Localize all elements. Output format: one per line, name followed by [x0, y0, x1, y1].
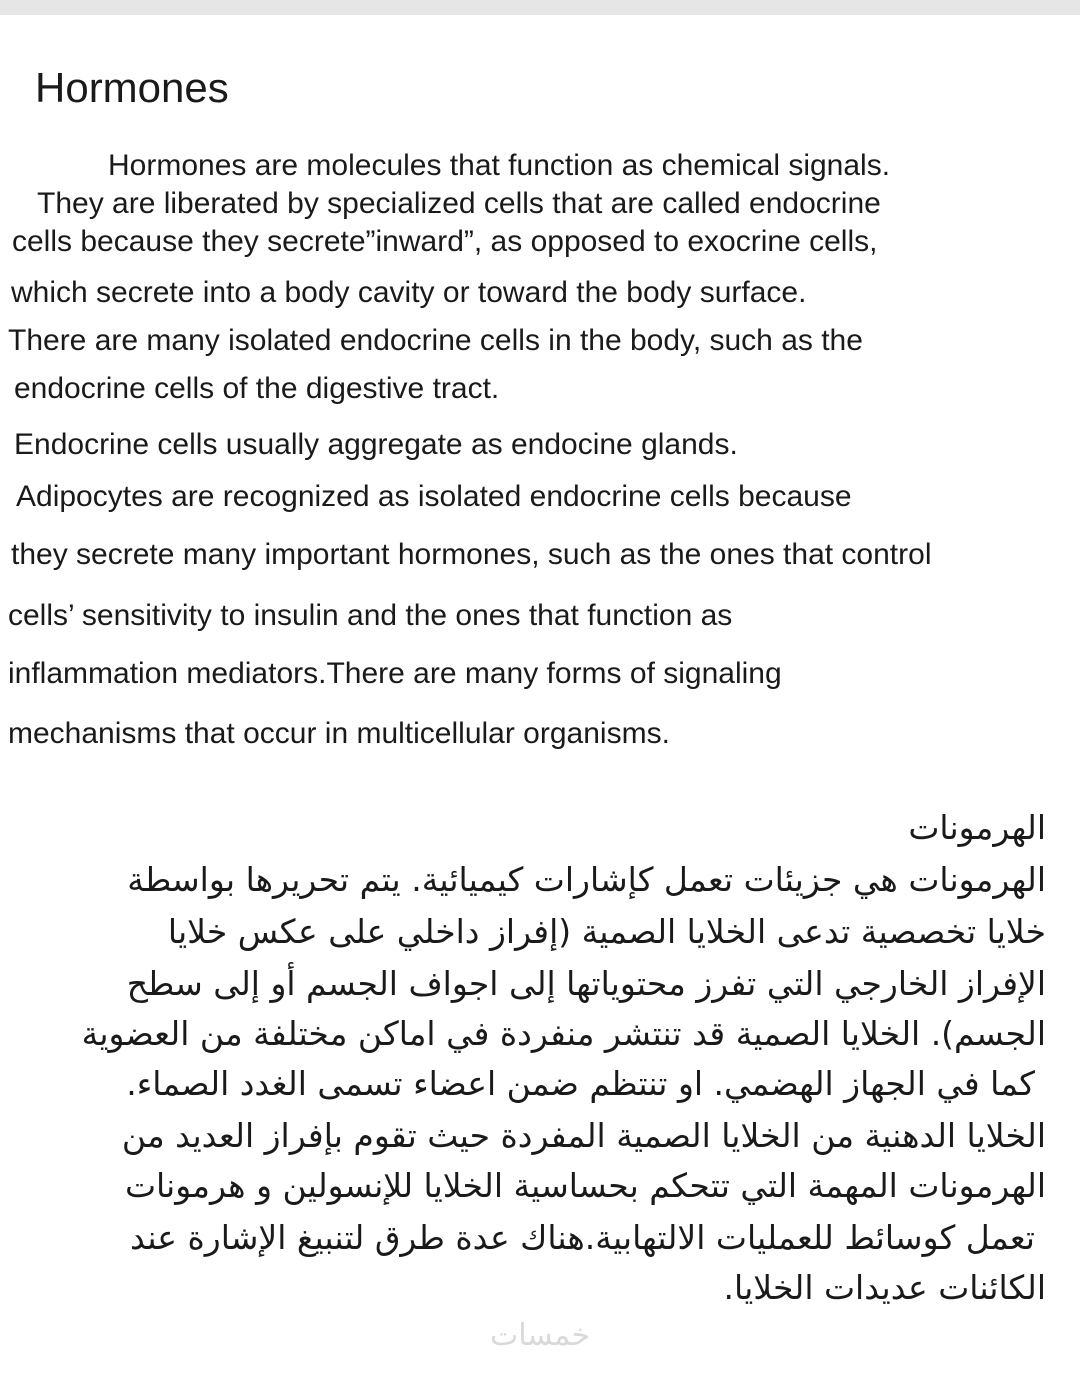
top-bar [0, 0, 1080, 15]
arabic-line: الإفراز الخارجي التي تفرز محتوياتها إلى اجواف الجسم أو إلى سطح [126, 964, 1046, 1003]
english-line: they secrete many important hormones, such as the ones that control [11, 538, 932, 571]
english-line: inflammation mediators.There are many forms of signaling [8, 657, 782, 690]
english-line: Endocrine cells usually aggregate as endocine glands. [14, 428, 738, 461]
arabic-line: الهرمونات هي جزيئات تعمل كإشارات كيميائية. يتم تحريرها بواسطة [127, 860, 1046, 899]
arabic-line: كما في الجهاز الهضمي. او تنتظم ضمن اعضاء تسمى الغدد الصماء. [126, 1064, 1035, 1103]
arabic-line: الجسم). الخلايا الصمية قد تنتشر منفردة في اماكن مختلفة من العضوية [81, 1014, 1046, 1053]
english-line: Hormones are molecules that function as chemical signals. [108, 149, 891, 182]
english-line: There are many isolated endocrine cells in the body, such as the [8, 324, 863, 357]
arabic-line: الكائنات عديدات الخلايا. [723, 1268, 1046, 1307]
english-line: cells’ sensitivity to insulin and the ones that function as [8, 599, 733, 632]
english-line: Adipocytes are recognized as isolated endocrine cells because [16, 480, 852, 513]
arabic-line: خلايا تخصصية تدعى الخلايا الصمية (إفراز داخلي على عكس خلايا [167, 912, 1046, 951]
watermark-logo: خمسات [489, 1318, 591, 1353]
english-line: cells because they secrete”inward”, as opposed to exocrine cells, [12, 225, 878, 258]
english-line: They are liberated by specialized cells that are called endocrine [37, 187, 881, 220]
page-title: Hormones [35, 64, 229, 111]
arabic-line: الهرمونات المهمة التي تتحكم بحساسية الخلايا للإنسولين و هرمونات [124, 1166, 1046, 1205]
arabic-title: الهرمونات [908, 808, 1046, 847]
arabic-line: الخلايا الدهنية من الخلايا الصمية المفردة حيث تقوم بإفراز العديد من [121, 1116, 1046, 1155]
english-line: which secrete into a body cavity or toward the body surface. [11, 276, 807, 309]
english-line: endocrine cells of the digestive tract. [14, 372, 500, 405]
arabic-line: تعمل كوسائط للعمليات الالتهابية.هناك عدة طرق لتنبيغ الإشارة عند [130, 1218, 1035, 1257]
english-line: mechanisms that occur in multicellular organisms. [8, 717, 670, 750]
